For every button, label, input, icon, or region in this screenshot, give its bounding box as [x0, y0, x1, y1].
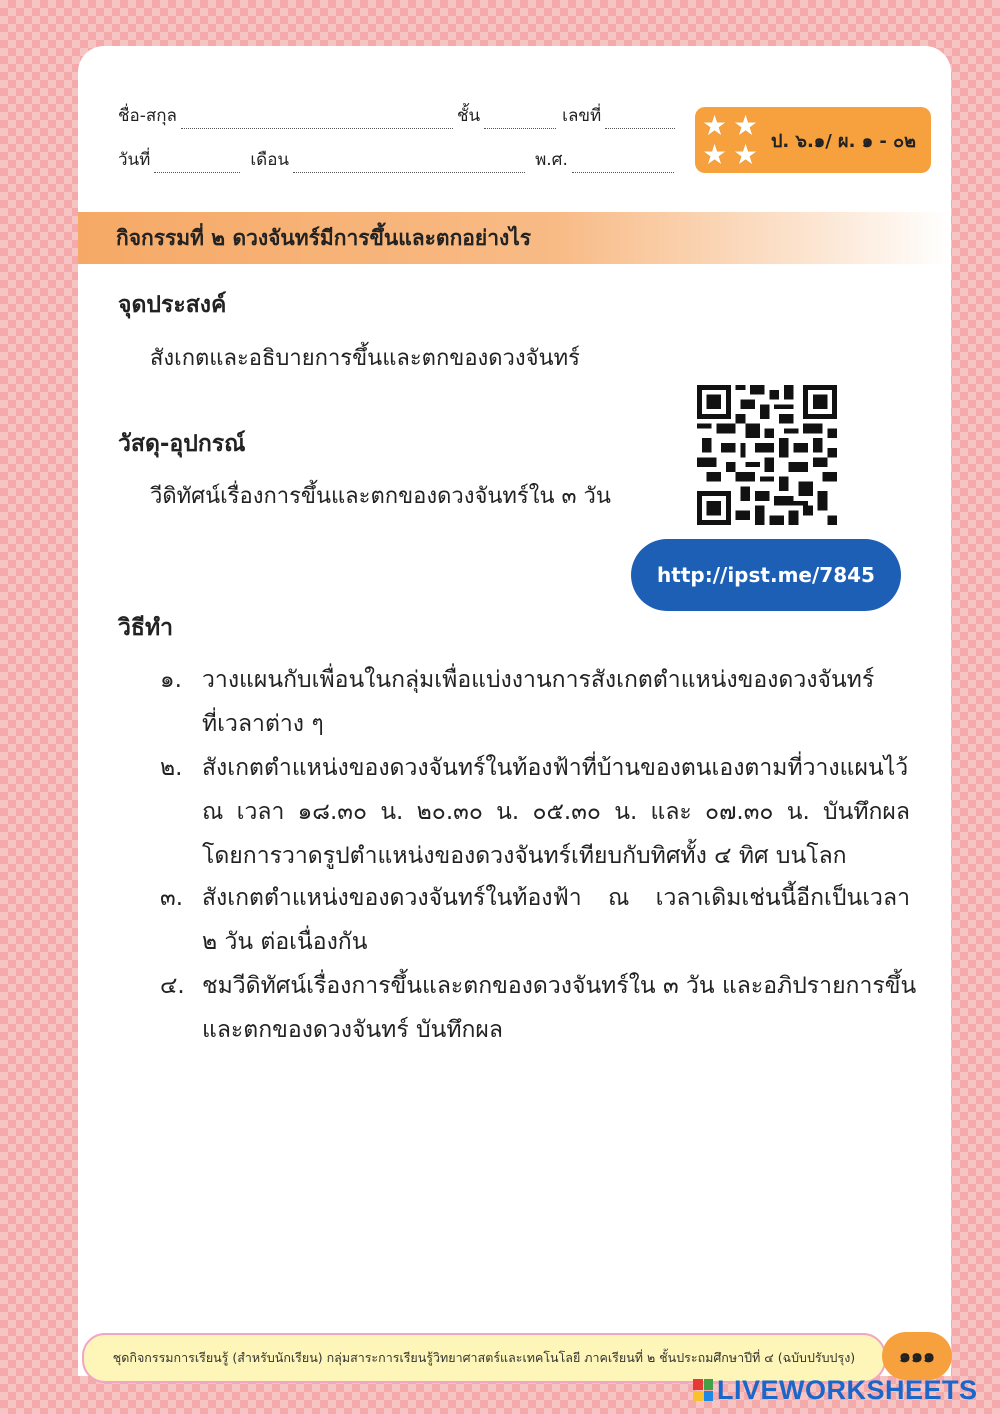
procedure-heading: วิธีทำ: [118, 615, 174, 641]
year-label: พ.ศ.: [535, 150, 568, 170]
year-field[interactable]: [572, 154, 674, 173]
page-number: ๑๑๑: [882, 1332, 952, 1380]
step-number: ๔.: [160, 973, 185, 999]
video-url-button[interactable]: [631, 539, 901, 611]
procedure-step: [160, 746, 910, 878]
step-number: ๑.: [160, 667, 182, 693]
procedure-step: [160, 964, 917, 1052]
qr-code-icon[interactable]: [697, 385, 837, 525]
step-line: ที่เวลาต่าง ๆ: [202, 711, 324, 737]
step-line: ณ เวลา ๑๘.๓๐ น. ๒๐.๓๐ น. ๐๕.๓๐ น. และ ๐๗.๓๐ น. บันทึกผล: [202, 799, 910, 825]
date-row: [118, 146, 678, 173]
step-number: ๓.: [160, 885, 184, 911]
objective-heading: จุดประสงค์: [118, 292, 227, 318]
liveworksheets-logo-text: LIVEWORKSHEETS: [717, 1374, 978, 1405]
class-field[interactable]: [484, 110, 556, 129]
number-field[interactable]: [605, 110, 675, 129]
name-label: ชื่อ-สกุล: [118, 106, 177, 126]
procedure-step: [160, 658, 910, 746]
liveworksheets-logo[interactable]: [693, 1374, 978, 1406]
liveworksheets-mark-icon: [693, 1379, 713, 1401]
month-label: เดือน: [250, 150, 290, 170]
materials-heading: วัสดุ-อุปกรณ์: [118, 431, 246, 457]
number-label: เลขที่: [562, 106, 602, 126]
materials-text: วีดิทัศน์เรื่องการขึ้นและตกของดวงจันทร์ใน ๓ วัน: [150, 484, 611, 509]
step-line: วางแผนกับเพื่อนในกลุ่มเพื่อแบ่งงานการสังเกตตำแหน่งของดวงจันทร์: [202, 667, 875, 693]
step-line: ๒ วัน ต่อเนื่องกัน: [202, 929, 368, 955]
worksheet-code-badge: [695, 107, 931, 173]
step-number: ๒.: [160, 755, 183, 781]
worksheet-code: ป. ๖.๑/ ผ. ๑ - ๐๒: [771, 130, 916, 152]
month-field[interactable]: [293, 154, 525, 173]
activity-title-bar: [78, 212, 951, 264]
video-url[interactable]: http://ipst.me/7845: [657, 563, 875, 587]
date-label: วันที่: [118, 150, 151, 170]
procedure-step: [160, 876, 910, 964]
step-line: สังเกตตำแหน่งของดวงจันทร์ในท้องฟ้าที่บ้านของตนเองตามที่วางแผนไว้: [202, 755, 909, 781]
name-row: [118, 102, 679, 129]
name-field[interactable]: [181, 110, 453, 129]
activity-title: กิจกรรมที่ ๒ ดวงจันทร์มีการขึ้นและตกอย่างไร: [116, 225, 532, 250]
stars-icon: ★ ★ ★ ★: [701, 108, 759, 171]
footer-text: ชุดกิจกรรมการเรียนรู้ (สำหรับนักเรียน) กลุ่มสาระการเรียนรู้วิทยาศาสตร์และเทคโนโลยี ภาคเรียนที่ ๒ ชั้นประถมศึกษาปีที่ ๔ (ฉบับปรับปรุง): [112, 1350, 856, 1365]
date-field[interactable]: [154, 154, 240, 173]
class-label: ชั้น: [456, 106, 481, 126]
step-line: โดยการวาดรูปตำแหน่งของดวงจันทร์เทียบกับทิศทั้ง ๔ ทิศ บนโลก: [202, 843, 847, 869]
objective-text: สังเกตและอธิบายการขึ้นและตกของดวงจันทร์: [150, 346, 580, 371]
step-line: ชมวีดิทัศน์เรื่องการขึ้นและตกของดวงจันทร์ใน ๓ วัน และอภิปรายการขึ้น: [202, 973, 917, 999]
step-line: สังเกตตำแหน่งของดวงจันทร์ในท้องฟ้า ณ เวลาเดิมเช่นนี้อีกเป็นเวลา: [202, 885, 910, 911]
step-line: และตกของดวงจันทร์ บันทึกผล: [202, 1017, 503, 1043]
